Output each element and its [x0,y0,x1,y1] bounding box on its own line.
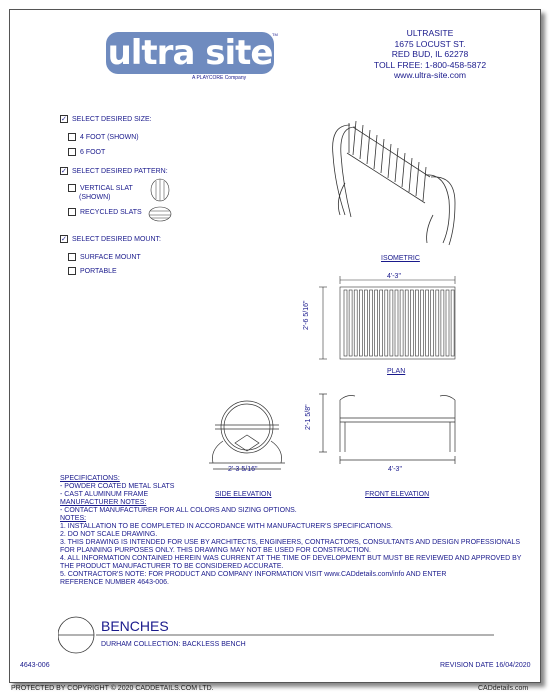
plan-slat [400,290,403,356]
plan-slat [380,290,383,356]
plan-slat [410,290,413,356]
company-address-2: RED BUD, IL 62278 [391,49,469,59]
plan-slat [415,290,418,356]
company-address-1: 1675 LOCUST ST. [394,38,466,49]
logo-wordmark: ultra site [107,33,273,73]
front-elevation-drawing [315,390,475,470]
size-option-4ft[interactable]: 4 FOOT (SHOWN) [68,133,139,142]
mount-checkbox[interactable]: ✓ [61,236,67,243]
side-width-dim: 2'-3 5/16" [228,466,258,473]
pattern-swatches [146,178,176,224]
caddetails-link[interactable]: CADdetails.com [478,685,529,692]
note-line: 5. CONTRACTOR'S NOTE: FOR PRODUCT AND COMPANY INFORMATION VISIT www.CADdetails.com/info AND ENTER [60,571,447,578]
logo-tm: TM [272,32,278,37]
mount-label[interactable]: ✓ SELECT DESIRED MOUNT: [61,235,161,243]
plan-label: PLAN [387,368,406,375]
pattern-checkbox[interactable]: ✓ [61,168,67,175]
revision-date: REVISION DATE 16/04/2020 [440,662,531,669]
checkbox[interactable] [68,184,76,192]
size-label[interactable]: ✓ SELECT DESIRED SIZE: [61,115,152,123]
note-line: 2. DO NOT SCALE DRAWING. [60,531,158,538]
company-phone: TOLL FREE: 1-800-458-5872 [373,59,487,70]
note-line: 3. THIS DRAWING IS INTENDED FOR USE BY ARCHITECTS, ENGINEERS, CONTRACTORS, CONSULTANTS AND DESIGN PROFESSIONALS [60,539,520,546]
plan-slat [436,290,439,356]
note-line: REFERENCE NUMBER 4643-006. [60,579,169,586]
company-block [355,28,505,81]
reference-number: 4643-006 [20,662,50,669]
note-line: 1. INSTALLATION TO BE COMPLETED IN ACCORDANCE WITH MANUFACTURER'S SPECIFICATIONS. [60,523,393,530]
manufacturer-notes-heading: MANUFACTURER NOTES: [60,499,147,506]
plan-slat [451,290,454,356]
checkbox[interactable] [68,253,76,261]
plan-slat [370,290,373,356]
checkbox[interactable] [68,148,76,156]
note-line: FOR PLANNING PURPOSES ONLY. THIS DRAWING MAY NOT BE USED FOR CONSTRUCTION. [60,547,371,554]
plan-slat [405,290,408,356]
plan-slat [426,290,429,356]
plan-slat [390,290,393,356]
plan-slat [431,290,434,356]
notes-block [60,475,520,587]
plan-slat [364,290,367,356]
front-elevation-label: FRONT ELEVATION [365,491,430,498]
plan-width-dim: 4'-3" [387,273,401,280]
plan-slat [446,290,449,356]
drawing-subtitle: DURHAM COLLECTION: BACKLESS BENCH [101,641,246,648]
plan-slat [359,290,362,356]
note-line: 4. ALL INFORMATION CONTAINED HEREIN WAS CURRENT AT THE TIME OF DEVELOPMENT BUT MUST BE REVIEWED AND APPROVED BY [60,555,522,562]
pattern-option-vertical[interactable]: VERTICAL SLAT [68,184,133,193]
plan-slat [354,290,357,356]
plan-drawing [315,272,475,367]
ultrasite-logo [100,26,280,86]
isometric-drawing [325,105,475,250]
plan-slat [344,290,347,356]
plan-slat [421,290,424,356]
logo-graphic [100,26,280,86]
side-elevation-label: SIDE ELEVATION [215,491,272,498]
pattern-option-recycled[interactable]: RECYCLED SLATS [68,208,142,217]
specifications-heading: SPECIFICATIONS: [60,475,120,482]
note-line: THE PRODUCT MANUFACTURER TO BE CONSIDERED ACCURATE. [60,563,284,570]
plan-slat [395,290,398,356]
plan-slat [441,290,444,356]
size-option-6ft[interactable]: 6 FOOT [68,148,105,157]
front-width-dim: 4'-3" [388,466,402,473]
checkbox[interactable] [68,267,76,275]
front-height-dim: 2'-1 5/8" [305,404,312,430]
company-website[interactable]: www.ultra-site.com [393,70,467,80]
checkbox[interactable] [68,133,76,141]
plan-slat [385,290,388,356]
mount-option-portable[interactable]: PORTABLE [68,267,117,276]
copyright: PROTECTED BY COPYRIGHT © 2020 CADDETAILS.COM LTD. [11,685,214,692]
side-elevation-drawing [205,395,290,475]
pattern-label[interactable]: ✓ SELECT DESIRED PATTERN: [61,167,168,175]
logo-tagline: A PLAYCORE Company [192,75,247,81]
company-name: ULTRASITE [406,28,454,38]
plan-slat [349,290,352,356]
isometric-label: ISOMETRIC [381,255,420,262]
spec-item: - POWDER COATED METAL SLATS [60,483,175,490]
drawing-title: BENCHES [101,618,169,634]
manufacturer-note: - CONTACT MANUFACTURER FOR ALL COLORS AND SIZING OPTIONS. [60,507,297,514]
plan-slat [375,290,378,356]
mount-option-surface[interactable]: SURFACE MOUNT [68,253,141,262]
notes-heading: NOTES: [60,515,87,522]
size-checkbox[interactable]: ✓ [61,116,67,123]
spec-item: - CAST ALUMINUM FRAME [60,491,149,498]
plan-depth-dim: 2'-6 5/16" [303,300,310,330]
checkbox[interactable] [68,208,76,216]
pattern-option-shown: (SHOWN) [79,194,111,201]
